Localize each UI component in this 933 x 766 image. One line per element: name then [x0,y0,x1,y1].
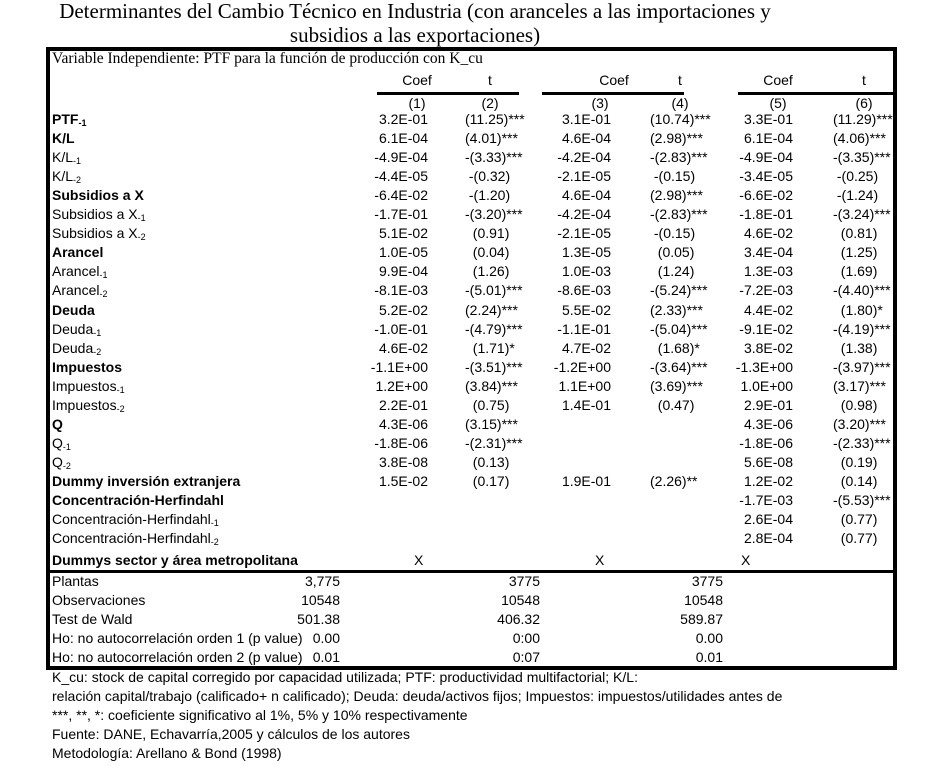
row-label-text: Concentración-Herfindahl [52,492,224,508]
row-label [52,529,219,552]
table-row [52,110,892,129]
t-stat-cell: -(0.15) [650,168,696,185]
t-stat-cell: (1.38) [833,339,878,356]
header-num-6: (6) [855,95,873,111]
table-row [52,339,892,358]
t-stat-cell: -(3.64)*** [650,358,708,375]
coef-cell: 1.9E-01 [561,472,611,489]
t-stat-cell: (2.98)*** [650,130,703,147]
row-label-text: K/L [52,168,74,185]
footnote-line: Metodología: Arellano & Bond (1998) [52,745,282,761]
coef-cell: -2.1E-05 [557,168,611,185]
row-label-text: Subsidios a X [52,206,138,223]
t-stat-cell: (4.01)*** [465,130,518,147]
coef-cell: 3.1E-01 [561,111,611,127]
dependent-variable-label: Variable Independiente: PTF para la función de producción con K_cu [52,50,483,67]
table-row [52,510,892,529]
stat-row [52,610,892,629]
t-stat-cell: -(3.20)*** [465,206,523,223]
stat-row [52,572,892,591]
coef-cell: 6.1E-04 [378,130,428,147]
lag-subscript: -1 [210,518,219,529]
coef-cell: 6.1E-04 [743,130,793,147]
coef-cell: 2.6E-04 [743,511,793,528]
coef-cell: -1.7E-01 [374,206,428,223]
row-label-text: Deuda [52,320,94,337]
t-stat-cell: -(5.24)*** [650,282,708,299]
stat-label: Plantas [52,573,99,589]
stat-row [52,648,892,667]
row-label-text: Q [52,434,63,451]
table-row [52,224,892,243]
coef-cell: 5.1E-02 [378,225,428,242]
t-stat-cell: -(1.24) [833,187,879,204]
t-stat-cell: (0.47) [650,396,695,413]
t-stat-cell: -(2.31)*** [465,434,523,451]
table-row [52,396,892,415]
t-stat-cell: -(4.79)*** [465,320,523,337]
row-label-text: Subsidios a X [52,187,144,204]
t-stat-cell: (3.20)*** [833,415,886,432]
coef-cell: -7.2E-03 [739,282,793,299]
footnote-line: K_cu: stock de capital corregido por capacidad utilizada; PTF: productividad multifactorial; K/L: [52,669,638,685]
table-row [52,377,892,396]
t-stat-cell: (0.98) [833,396,878,413]
coef-cell: 5.2E-02 [378,301,428,318]
t-stat-cell: (1.26) [465,263,510,280]
stat-label: Ho: no autocorrelación orden 2 (p value) [52,649,303,665]
coef-cell: -1.8E-01 [739,206,793,223]
row-label-text: K/L [52,130,75,147]
coef-cell: 2.8E-04 [743,530,793,547]
t-stat-cell: -(3.24)*** [833,206,891,223]
coef-cell: -4.9E-04 [374,149,428,166]
row-label [52,415,63,434]
coef-cell: 1.3E-05 [561,244,611,261]
t-stat-cell: -(0.15) [650,225,696,242]
t-stat-cell: (0.19) [833,453,878,470]
t-stat-cell: -(3.51)*** [465,358,523,375]
t-stat-cell: -(2.33)*** [833,434,891,451]
coef-cell: 4.6E-04 [561,130,611,147]
table-title-line-2: subsidios a las exportaciones) [289,23,541,47]
coef-cell: -6.4E-02 [374,187,428,204]
coef-cell: -1.7E-03 [739,492,793,508]
t-stat-cell: (11.25)*** [465,111,525,127]
stat-value: 0.00 [695,630,723,646]
coef-cell: 1.4E-01 [561,396,611,413]
table-row [52,129,892,148]
lag-subscript: -2 [62,460,71,471]
t-stat-cell: -(2.83)*** [650,206,708,223]
lag-subscript: -2 [99,289,108,300]
coef-cell: -4.9E-04 [739,149,793,166]
t-stat-cell: -(3.33)*** [465,149,523,166]
table-row [52,301,892,320]
table-row [52,529,892,548]
row-label-text: Q [52,415,63,432]
stat-row [52,629,892,648]
lag-subscript: -1 [99,270,108,281]
table-row [52,453,892,472]
row-label-text: Q [52,453,63,470]
lag-subscript: -1 [73,156,82,167]
t-stat-cell: -(0.32) [465,168,511,185]
table-row [52,491,892,510]
row-label-text: Concentración-Herfindahl [52,511,211,528]
t-stat-cell: (11.29)*** [833,111,893,127]
coef-cell: 4.6E-04 [561,187,611,204]
row-label-text: Impuestos [52,358,123,375]
row-label-text: Subsidios a X [52,225,138,242]
header-coef-3: Coef [763,72,793,88]
t-stat-cell: (0.17) [465,472,510,489]
t-stat-cell: (0.77) [833,511,878,528]
header-coef-2: Coef [599,72,629,88]
lag-subscript: -1 [78,118,87,128]
coef-cell: 3.8E-02 [743,339,793,356]
stat-value: 0:00 [512,630,540,646]
coef-cell: -3.4E-05 [739,168,793,185]
row-label [52,358,122,377]
coef-cell: 4.7E-02 [561,339,611,356]
row-label [52,301,95,320]
stat-value: 10548 [501,592,540,608]
t-stat-cell: (1.68)* [650,339,700,356]
t-stat-cell: (3.69)*** [650,377,703,394]
footnote-line: Fuente: DANE, Echavarría,2005 y cálculos de los autores [52,726,410,742]
row-label-text: K/L [52,149,74,166]
row-label [52,472,240,491]
t-stat-cell: (10.74)*** [650,111,711,127]
footnote-line: ***, **, *: coeficiente significativo al 1%, 5% y 10% respectivamente [52,707,468,723]
coef-cell: -1.3E+00 [735,358,793,375]
row-label-text: Arancel [52,263,100,280]
t-stat-cell: -(4.19)*** [833,320,891,337]
lag-subscript: -1 [116,384,125,395]
stat-value: 10548 [684,592,723,608]
t-stat-cell: -(0.25) [833,168,879,185]
coef-cell: -1.1E-01 [557,320,611,337]
coef-cell: -8.1E-03 [374,282,428,299]
stat-value: 0:07 [512,649,540,665]
table-row [52,205,892,224]
coef-cell: 3.2E-01 [378,111,428,127]
dummies-mark-1: X [414,552,424,568]
lag-subscript: -2 [73,175,82,186]
coef-cell: 1.5E-02 [378,472,428,489]
coef-cell: 1.2E-02 [743,472,793,489]
dummies-mark-2: X [595,552,605,568]
row-label [52,129,75,148]
header-num-1: (1) [408,95,426,111]
row-label-text: Concentración-Herfindahl [52,530,211,547]
stat-value: 501.38 [297,611,340,627]
coef-cell: 1.2E+00 [375,377,428,394]
coef-cell: -1.8E-06 [374,434,428,451]
coef-cell: -6.6E-02 [739,187,793,204]
table-row [52,472,892,491]
coef-cell: -4.2E-04 [557,149,611,166]
stat-value: 0.01 [312,649,340,665]
table-title-line-1: Determinantes del Cambio Técnico en Industria (con aranceles a las importaciones y [59,0,771,23]
row-label-text: Dummy inversión extranjera [52,472,241,489]
row-label [52,186,144,205]
coef-cell: 4.3E-06 [378,415,428,432]
stat-value: 10548 [301,592,340,608]
coef-cell: -4.4E-05 [374,168,428,185]
row-label-text: Deuda [52,339,94,356]
table-row [52,262,892,281]
t-stat-cell: (2.98)*** [650,187,703,204]
lag-subscript: -2 [116,403,125,414]
t-stat-cell: -(5.53)*** [833,492,891,508]
footnote-line: relación capital/trabajo (calificado+ n calificado); Deuda: deuda/activos fijos; Impuestos: impuestos/utilidades antes de [52,688,783,704]
table-row [52,415,892,434]
t-stat-cell: (0.05) [650,244,695,261]
coef-cell: 4.6E-02 [743,225,793,242]
dummies-mark-3: X [741,552,751,568]
lag-subscript: -1 [137,213,146,224]
coef-cell: 2.9E-01 [743,396,793,413]
t-stat-cell: (3.15)*** [465,415,518,432]
coef-cell: 1.1E+00 [558,377,611,394]
coef-cell: 1.3E-03 [743,263,793,280]
header-num-3: (3) [591,95,609,111]
row-label [52,491,224,510]
t-stat-cell: (1.24) [650,263,695,280]
t-stat-cell: -(5.04)*** [650,320,708,337]
t-stat-cell: (0.77) [833,530,878,547]
coef-cell: 3.8E-08 [378,453,428,470]
stat-label: Ho: no autocorrelación orden 1 (p value) [52,630,303,646]
coef-cell: -1.0E-01 [374,320,428,337]
table-row [52,320,892,339]
t-stat-cell: (1.69) [833,263,878,280]
coef-cell: -1.2E+00 [553,358,611,375]
stat-value: 0.00 [312,630,340,646]
t-stat-cell: -(3.97)*** [833,358,891,375]
header-coef-1: Coef [402,72,432,88]
dummies-row [52,551,892,570]
t-stat-cell: -(5.01)*** [465,282,523,299]
stat-value: 3,775 [304,573,340,589]
coef-cell: -1.8E-06 [739,434,793,451]
coef-cell: 1.0E-05 [378,244,428,261]
header-num-5: (5) [769,95,787,111]
coef-cell: 5.5E-02 [561,301,611,318]
t-stat-cell: -(4.40)*** [833,282,891,299]
header-t-1: t [488,72,492,88]
table-row [52,148,892,167]
stat-value: 0.01 [695,649,723,665]
t-stat-cell: (0.81) [833,225,878,242]
t-stat-cell: (0.04) [465,244,510,261]
t-stat-cell: (1.71)* [465,339,515,356]
stat-value: 3775 [508,573,540,589]
header-num-4: (4) [671,95,689,111]
table-row [52,358,892,377]
coef-cell: 3.4E-04 [743,244,793,261]
t-stat-cell: (2.33)*** [650,301,703,318]
coef-cell: -4.2E-04 [557,206,611,223]
coef-cell: 3.3E-01 [743,111,793,127]
table-row [52,434,892,453]
t-stat-cell: (4.06)*** [833,130,886,147]
t-stat-cell: (1.80)* [833,301,883,318]
t-stat-cell: -(3.35)*** [833,149,891,166]
t-stat-cell: (2.26)** [650,472,698,489]
t-stat-cell: (3.84)*** [465,377,518,394]
table-row [52,186,892,205]
row-label [52,243,103,262]
row-label-text: Impuestos [52,396,117,413]
t-stat-cell: -(1.20) [465,187,511,204]
coef-cell: 2.2E-01 [378,396,428,413]
coef-cell: -2.1E-05 [557,225,611,242]
row-label-text: Arancel [52,282,100,299]
t-stat-cell: -(2.83)*** [650,149,708,166]
t-stat-cell: (0.75) [465,396,510,413]
lag-subscript: -2 [93,346,102,357]
lag-subscript: -1 [93,327,102,338]
t-stat-cell: (2.24)*** [465,301,518,318]
stat-value: 589.87 [680,611,723,627]
header-num-2: (2) [481,95,499,111]
row-label-text: PTF [52,111,79,127]
coef-cell: 9.9E-04 [378,263,428,280]
stat-value: 406.32 [497,611,540,627]
lag-subscript: -2 [210,537,219,548]
table-row [52,281,892,300]
coef-cell: 4.4E-02 [743,301,793,318]
stat-row [52,591,892,610]
stat-label: Observaciones [52,592,146,608]
coef-cell: -8.6E-03 [557,282,611,299]
coef-cell: 5.6E-08 [743,453,793,470]
header-t-3: t [862,72,866,88]
row-label-text: Arancel [52,244,104,261]
lag-subscript: -1 [62,441,71,452]
row-label-text: Impuestos [52,377,117,394]
coef-cell: -1.1E+00 [370,358,428,375]
t-stat-cell: (0.13) [465,453,510,470]
dummies-label: Dummys sector y área metropolitana [52,552,298,568]
stat-label: Test de Wald [52,611,133,627]
t-stat-cell: (0.14) [833,472,878,489]
coef-cell: 4.6E-02 [378,339,428,356]
header-t-2: t [678,72,682,88]
coef-cell: 1.0E-03 [561,263,611,280]
table-row [52,243,892,262]
coef-cell: 1.0E+00 [740,377,793,394]
coef-cell: -9.1E-02 [739,320,793,337]
stat-value: 3775 [691,573,723,589]
t-stat-cell: (0.91) [465,225,510,242]
table-row [52,167,892,186]
lag-subscript: -2 [137,232,146,243]
t-stat-cell: (3.17)*** [833,377,886,394]
coef-cell: 4.3E-06 [743,415,793,432]
t-stat-cell: (1.25) [833,244,878,261]
row-label-text: Deuda [52,301,95,318]
